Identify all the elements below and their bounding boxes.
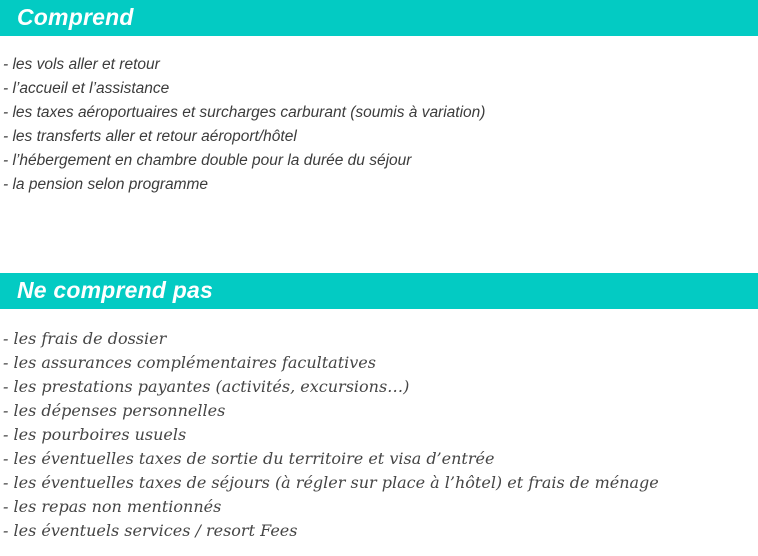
list-item: - les pourboires usuels: [3, 425, 187, 444]
list-item: - les assurances complémentaires facultatives: [3, 353, 376, 372]
ne-comprend-pas-list: [0, 327, 758, 543]
list-item: - les taxes aéroportuaires et surcharges carburant (soumis à variation): [3, 104, 486, 121]
list-item: - la pension selon programme: [3, 176, 209, 193]
ne-comprend-pas-title: Ne comprend pas: [17, 276, 213, 303]
comprend-header-bar: [0, 0, 758, 36]
list-item: - l’accueil et l’assistance: [3, 80, 170, 97]
section-ne-comprend-pas: [0, 273, 758, 543]
list-item: - les prestations payantes (activités, excursions…): [3, 377, 410, 396]
list-item: - les transferts aller et retour aéroport/hôtel: [3, 128, 297, 145]
list-item: - les vols aller et retour: [3, 56, 160, 73]
ne-comprend-pas-header-bar: [0, 273, 758, 309]
comprend-list: [0, 53, 758, 197]
comprend-title: Comprend: [17, 3, 134, 30]
list-item: - les éventuels services / resort Fees: [3, 521, 298, 540]
list-item: - les frais de dossier: [3, 329, 167, 348]
list-item: - les éventuelles taxes de séjours (à régler sur place à l’hôtel) et frais de ménage: [3, 473, 659, 492]
section-gap: [0, 197, 758, 273]
list-item: - les éventuelles taxes de sortie du territoire et visa d’entrée: [3, 449, 495, 468]
list-item: - l’hébergement en chambre double pour la durée du séjour: [3, 152, 412, 169]
list-item: - les repas non mentionnés: [3, 497, 222, 516]
section-comprend: [0, 0, 758, 197]
list-item: - les dépenses personnelles: [3, 401, 226, 420]
